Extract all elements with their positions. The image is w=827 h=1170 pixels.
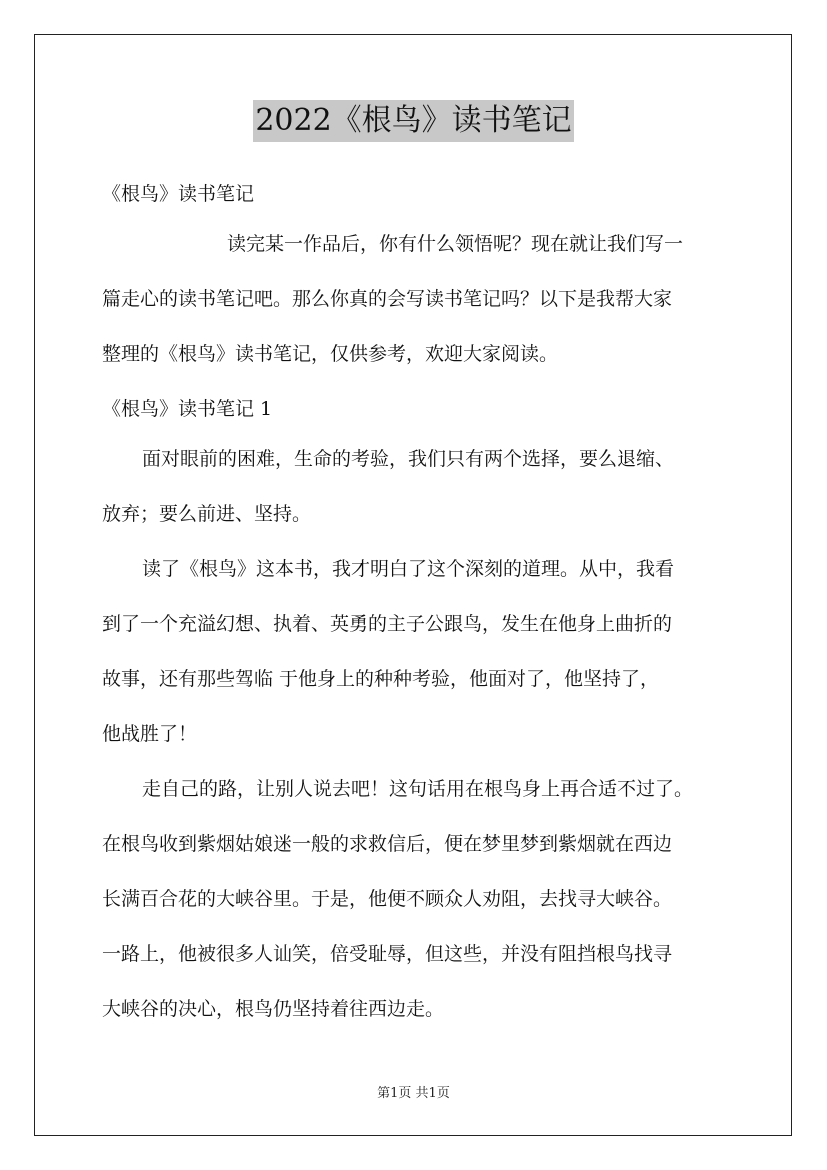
- paragraph-line: 整理的《根鸟》读书笔记，仅供参考，欢迎大家阅读。: [102, 343, 559, 365]
- paragraph-line: 篇走心的读书笔记吧。那么你真的会写读书笔记吗？以下是我帮大家: [102, 288, 673, 310]
- paragraph-line: 到了一个充溢幻想、执着、英勇的主子公跟鸟，发生在他身上曲折的: [102, 613, 673, 635]
- paragraph-line: 他战胜了！: [102, 723, 198, 745]
- section-heading: 《根鸟》读书笔记: [102, 183, 255, 205]
- paragraph-line: 故事，还有那些驾临 于他身上的种种考验，他面对了，他坚持了，: [102, 668, 660, 690]
- paragraph-line: 走自己的路，让别人说去吧！这句话用在根鸟身上再合适不过了。: [142, 778, 694, 800]
- paragraph-line: 长满百合花的大峡谷里。于是，他便不顾众人劝阻，去找寻大峡谷。: [102, 888, 673, 910]
- section-heading: 《根鸟》读书笔记 1: [102, 398, 273, 420]
- paragraph-line: 面对眼前的困难，生命的考验，我们只有两个选择，要么退缩、: [142, 448, 675, 470]
- document-body: [102, 172, 742, 1042]
- paragraph-line: 一路上，他被很多人讪笑，倍受耻辱，但这些，并没有阻挡根鸟找寻: [102, 943, 673, 965]
- paragraph-line: 大峡谷的决心，根鸟仍坚持着往西边走。: [102, 998, 445, 1020]
- document-title: 2022《根鸟》读书笔记: [253, 100, 573, 142]
- paragraph-line: 读完某一作品后，你有什么领悟呢？现在就让我们写一: [227, 233, 684, 255]
- paragraph-line: 放弃；要么前进、坚持。: [102, 503, 312, 525]
- title-container: [0, 100, 827, 142]
- paragraph-line: 读了《根鸟》这本书，我才明白了这个深刻的道理。从中，我看: [142, 558, 675, 580]
- paragraph-line: 在根鸟收到紫烟姑娘迷一般的求救信后，便在梦里梦到紫烟就在西边: [102, 833, 673, 855]
- page-footer: 第1页 共1页: [377, 1086, 450, 1101]
